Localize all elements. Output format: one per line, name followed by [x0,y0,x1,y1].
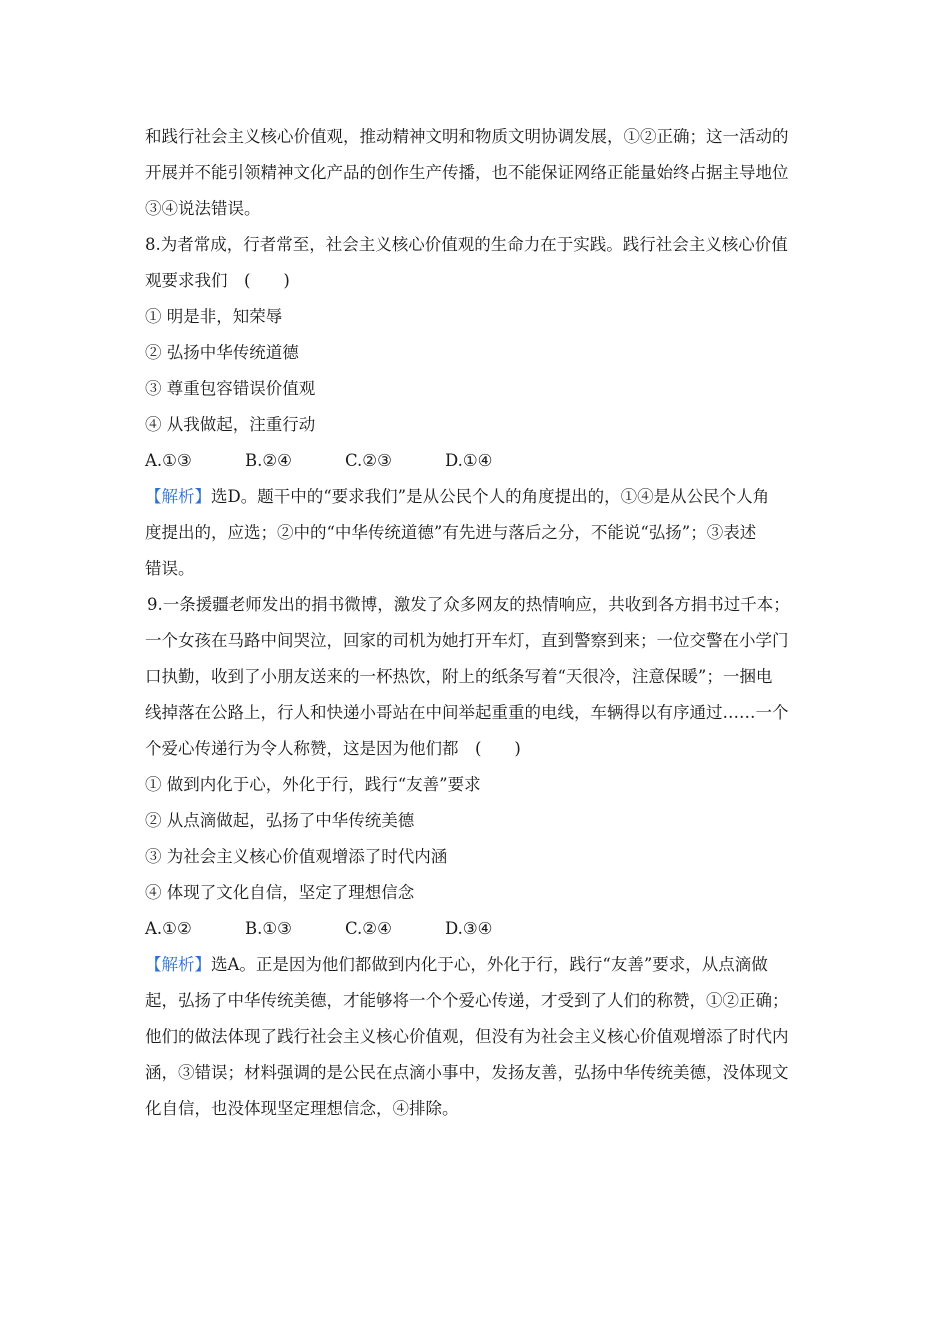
analysis-line: 涵，③错误；材料强调的是公民在点滴小事中，发扬友善，弘扬中华传统美德，没体现文 [145,1063,789,1082]
analysis-line [145,479,810,515]
document-page [145,119,810,1127]
analysis-line: 错误。 [145,559,195,578]
question-stem-line: 一个女孩在马路中间哭泣，回家的司机为她打开车灯，直到警察到来；一位交警在小学门 [145,631,789,650]
question-8 [145,227,810,587]
option-c: C.②③ [345,451,392,470]
statement-item: ③ 尊重包容错误价值观 [145,379,316,398]
analysis-tag: 【解析】 [145,487,211,506]
previous-answer-paragraph [145,119,810,227]
text-line: 开展并不能引领精神文化产品的创作生产传播，也不能保证网络正能量始终占据主导地位 [145,163,789,182]
analysis-text: 选D。题干中的“要求我们”是从公民个人的角度提出的，①④是从公民个人角 [211,487,770,506]
statement-item: ② 从点滴做起，弘扬了中华传统美德 [145,811,415,830]
text-line: ③④说法错误。 [145,199,261,218]
statement-item: ① 明是非，知荣辱 [145,307,283,326]
question-9 [145,587,810,1127]
option-a: A.①② [145,919,192,938]
analysis-tag: 【解析】 [145,955,211,974]
statement-item: ④ 体现了文化自信，坚定了理想信念 [145,883,415,902]
option-d: D.①④ [445,451,493,470]
statement-item: ④ 从我做起，注重行动 [145,415,316,434]
answer-options [145,443,810,479]
question-stem-line: 线掉落在公路上，行人和快递小哥站在中间举起重重的电线，车辆得以有序通过……一个 [145,703,789,722]
option-b: B.①③ [245,919,292,938]
analysis-line: 起，弘扬了中华传统美德，才能够将一个个爱心传递，才受到了人们的称赞，①②正确； [145,991,789,1010]
option-d: D.③④ [445,919,493,938]
question-stem-line: 个爱心传递行为令人称赞，这是因为他们都 ( ) [145,739,521,758]
analysis-text: 选A。正是因为他们都做到内化于心，外化于行，践行“友善”要求，从点滴做 [211,955,768,974]
text-line: 和践行社会主义核心价值观，推动精神文明和物质文明协调发展，①②正确；这一活动的 [145,127,789,146]
analysis-line: 化自信，也没体现坚定理想信念，④排除。 [145,1099,459,1118]
question-stem-line: 口执勤，收到了小朋友送来的一杯热饮，附上的纸条写着“天很冷，注意保暖”；一捆电 [145,667,773,686]
analysis-line: 度提出的，应选；②中的“中华传统道德”有先进与落后之分，不能说“弘扬”；③表述 [145,523,757,542]
statement-item: ② 弘扬中华传统道德 [145,343,299,362]
statement-item: ③ 为社会主义核心价值观增添了时代内涵 [145,847,448,866]
option-b: B.②④ [245,451,292,470]
option-c: C.②④ [345,919,392,938]
analysis-line: 他们的做法体现了践行社会主义核心价值观，但没有为社会主义核心价值观增添了时代内 [145,1027,789,1046]
statement-item: ① 做到内化于心，外化于行，践行“友善”要求 [145,775,481,794]
question-stem-line: 观要求我们 ( ) [145,271,290,290]
answer-options [145,911,810,947]
question-stem-line: 8.为者常成，行者常至，社会主义核心价值观的生命力在于实践。践行社会主义核心价值 [145,235,788,254]
option-a: A.①③ [145,451,192,470]
analysis-line [145,947,810,983]
question-stem-line: 9.一条援疆老师发出的捐书微博，激发了众多网友的热情响应，共收到各方捐书过千本； [147,595,790,614]
